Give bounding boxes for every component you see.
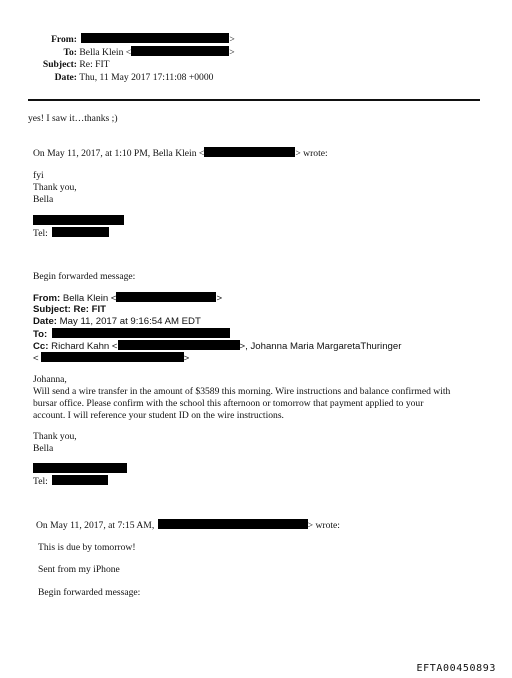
quote2-line-3: Begin forwarded message: (38, 587, 141, 598)
redacted-block (81, 33, 229, 43)
quote1-intro-pre: On May 11, 2017, at 1:10 PM, Bella Klein < (33, 148, 205, 159)
redacted-block (33, 463, 127, 473)
fwd-cc-line2-post: > (183, 353, 190, 364)
redacted-block (158, 519, 308, 529)
quote2-line-1: This is due by tomorrow! (38, 542, 136, 553)
redacted-block (116, 292, 216, 302)
quote1-line-3: Bella (33, 194, 54, 205)
header-to-value: Bella Klein < (79, 47, 132, 58)
fwd-date-label: Date: (33, 316, 57, 327)
fwd-cc-after: >, Johanna Maria MargaretaThuringer (239, 341, 402, 352)
quote2-intro-post: > wrote: (307, 520, 340, 531)
header-date-row (0, 72, 213, 84)
quote1-intro (33, 147, 328, 160)
quote1-tel-label: Tel: (33, 228, 48, 239)
header-subject-row (0, 59, 110, 71)
body-para-line-3: account. I will reference your student ID on the wire instructions. (33, 410, 284, 421)
quote1-tel-row (33, 227, 109, 240)
fwd-subject-value: Re: FIT (73, 304, 107, 315)
fwd-date-value: May 11, 2017 at 9:16:54 AM EDT (59, 316, 201, 327)
header-subject-label: Subject: (42, 59, 77, 70)
redacted-block (52, 227, 109, 237)
header-to-tail: > (229, 47, 235, 58)
header-date-value: Thu, 11 May 2017 17:11:08 +0000 (79, 72, 214, 83)
quote1-intro-post: > wrote: (295, 148, 328, 159)
fwd-date-row (33, 316, 201, 328)
reply-text: yes! I saw it…thanks ;) (28, 113, 118, 124)
fwd-subject-label: Subject: (33, 304, 71, 315)
fwd-to-label: To: (33, 329, 48, 340)
redacted-block (33, 215, 124, 225)
header-from-tail: > (229, 34, 235, 45)
fwd-from-label: From: (33, 293, 61, 304)
body-tel-label: Tel: (33, 476, 48, 487)
redacted-block (118, 340, 240, 350)
header-from-row (0, 33, 235, 46)
redacted-block (52, 328, 230, 338)
redacted-block (41, 352, 184, 362)
fwd-cc-value: Richard Kahn < (51, 341, 118, 352)
fwd-cc-line2-pre: < (33, 353, 39, 364)
fwd-cc-label: Cc: (33, 341, 49, 352)
header-to-row (0, 46, 235, 59)
redacted-block (131, 46, 229, 56)
body-para-line-2: bursar office. Please confirm with the school this afternoon or tomorrow that payment applied to your (33, 398, 424, 409)
header-to-label: To: (63, 47, 77, 58)
quote1-line-1: fyi (33, 170, 44, 181)
header-subject-value: Re: FIT (79, 59, 110, 70)
body-sign-2: Bella (33, 443, 54, 454)
quote2-line-2: Sent from my iPhone (38, 564, 120, 575)
document-id: EFTA00450893 (416, 663, 496, 674)
fwd-subject-row (33, 304, 106, 316)
body-tel-row (33, 475, 108, 488)
redacted-block (204, 147, 295, 157)
forwarded-title: Begin forwarded message: (33, 271, 136, 282)
quote2-intro-pre: On May 11, 2017, at 7:15 AM, (36, 520, 155, 531)
header-date-label: Date: (54, 72, 77, 83)
fwd-from-tail: > (216, 293, 223, 304)
body-greeting: Johanna, (33, 374, 67, 385)
quote2-intro (36, 519, 340, 532)
fwd-from-value: Bella Klein < (62, 293, 117, 304)
redacted-block (52, 475, 108, 485)
header-divider (28, 99, 480, 101)
body-para-line-1: Will send a wire transfer in the amount of $3589 this morning. Wire instructions and balance confirmed with (33, 386, 451, 397)
body-sign-1: Thank you, (33, 431, 77, 442)
quote1-line-2: Thank you, (33, 182, 77, 193)
header-from-label: From: (51, 34, 77, 45)
fwd-cc-row-2 (33, 352, 189, 365)
